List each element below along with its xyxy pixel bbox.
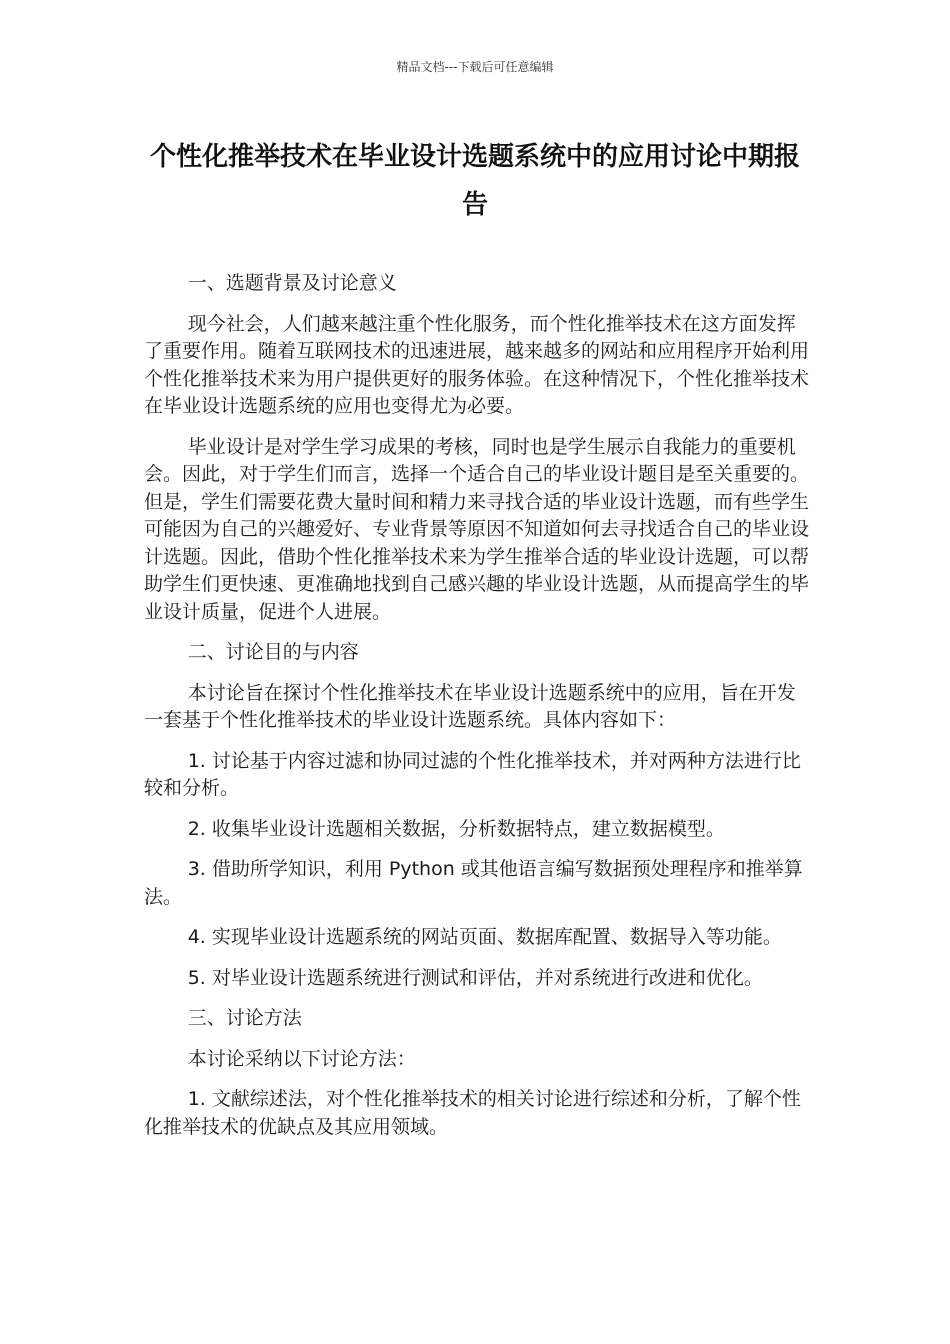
list-item-goal-1: 1. 讨论基于内容过滤和协同过滤的个性化推举技术，并对两种方法进行比较和分析。 xyxy=(144,749,801,799)
section-heading-goals: 二、讨论目的与内容 xyxy=(187,641,359,663)
list-item-goal-5: 5. 对毕业设计选题系统进行测试和评估，并对系统进行改进和优化。 xyxy=(187,966,763,989)
list-item-goal-3: 3. 借助所学知识，利用 Python 或其他语言编写数据预处理程序和推举算法。 xyxy=(144,858,803,908)
paragraph-goals-intro: 本讨论旨在探讨个性化推举技术在毕业设计选题系统中的应用，旨在开发一套基于个性化推举技术的毕业设计选题系统。具体内容如下： xyxy=(144,681,796,731)
list-item-goal-4: 4. 实现毕业设计选题系统的网站页面、数据库配置、数据导入等功能。 xyxy=(187,926,782,948)
paragraph-background-1: 现今社会，人们越来越注重个性化服务，而个性化推举技术在这方面发挥了重要作用。随着互联网技术的迅速进展，越来越多的网站和应用程序开始利用个性化推举技术来为用户提供更好的服务体验。在这种情况下，个性化推举技术在毕业设计选题系统的应用也变得尤为必要。 xyxy=(144,312,810,417)
section-heading-background: 一、选题背景及讨论意义 xyxy=(187,272,397,294)
list-item-goal-2: 2. 收集毕业设计选题相关数据，分析数据特点，建立数据模型。 xyxy=(187,817,725,840)
document-body xyxy=(144,270,812,1154)
page-header: 精品文档---下载后可任意编辑 xyxy=(396,60,554,74)
paragraph-methods-intro: 本讨论采纳以下讨论方法： xyxy=(187,1047,416,1070)
section-heading-methods: 三、讨论方法 xyxy=(187,1007,302,1029)
list-item-method-1: 1. 文献综述法，对个性化推举技术的相关讨论进行综述和分析，了解个性化推举技术的优缺点及其应用领域。 xyxy=(144,1088,801,1138)
document-title: 个性化推举技术在毕业设计选题系统中的应用讨论中期报告 xyxy=(149,142,800,220)
paragraph-background-2: 毕业设计是对学生学习成果的考核，同时也是学生展示自我能力的重要机会。因此，对于学生们而言，选择一个适合自己的毕业设计题目是至关重要的。但是，学生们需要花费大量时间和精力来寻找合适的毕业设计选题，而有些学生可能因为自己的兴趣爱好、专业背景等原因不知道如何去寻找适合自己的毕业设计选题。因此，借助个性化推举技术来为学生推举合适的毕业设计选题，可以帮助学生们更快速、更准确地找到自己感兴趣的毕业设计选题，从而提高学生的毕业设计质量，促进个人进展。 xyxy=(144,435,810,623)
